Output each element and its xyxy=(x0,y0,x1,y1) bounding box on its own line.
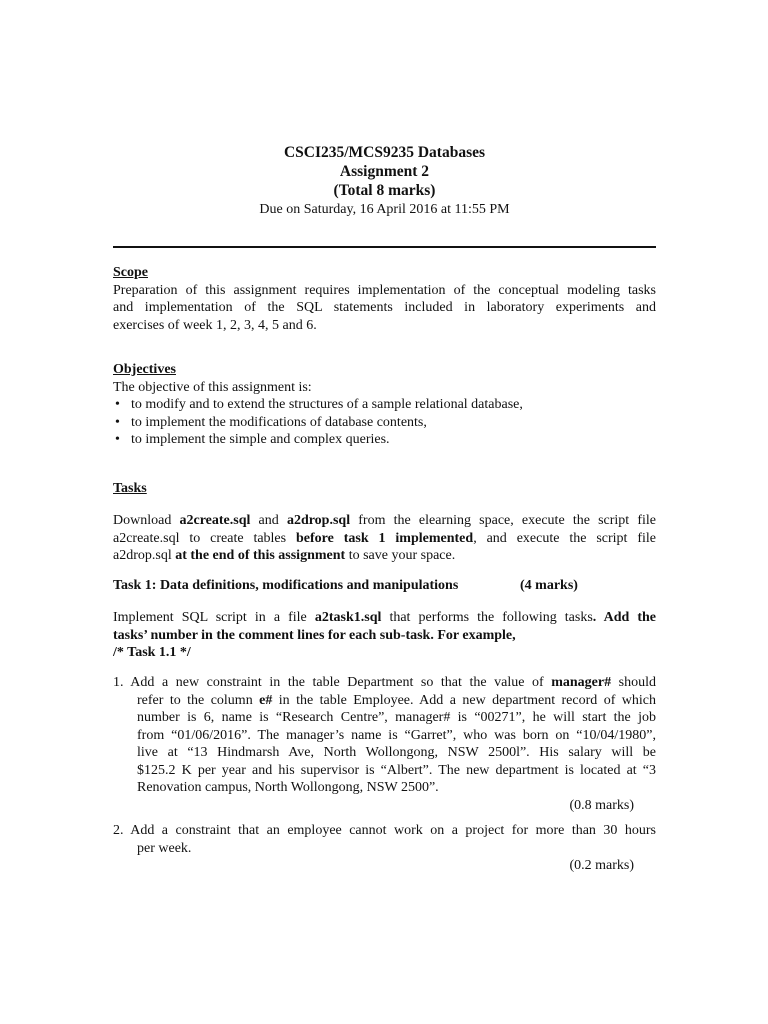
objective-item xyxy=(113,431,656,449)
task1-intro-line-1: Implement SQL script in a file a2task1.sql that performs the following tasks. Add the xyxy=(113,610,657,625)
objective-text: to implement the simple and complex queries. xyxy=(131,432,390,447)
bullet-icon: • xyxy=(115,414,120,430)
item2-line-2: per week. xyxy=(137,840,192,856)
objective-text: to modify and to extend the structures of a sample relational database, xyxy=(131,397,523,412)
task1-header xyxy=(113,577,656,595)
bullet-icon: • xyxy=(115,432,120,447)
item1-marks: (0.8 marks) xyxy=(569,797,634,813)
task1-intro xyxy=(113,609,656,662)
objective-item xyxy=(113,396,656,414)
task1-item-1 xyxy=(113,674,656,814)
item1-line-2: refer to the column e# in the table Employee. Add a new department record of which xyxy=(137,692,657,708)
a2create-filename: a2create.sql xyxy=(179,513,251,528)
item2-marks: (0.2 marks) xyxy=(569,858,634,873)
task1-example-comment: /* Task 1.1 */ xyxy=(113,645,191,660)
scope-heading: Scope xyxy=(113,265,148,280)
item1-line-5: live at “13 Hindmarsh Ave, North Wollongong, NSW 2500l”. His salary will be xyxy=(137,745,656,760)
bullet-icon: • xyxy=(115,397,120,412)
item1-line-6: $125.2 K per year and his supervisor is “Albert”. The new department is located at “3 xyxy=(137,762,656,778)
item2-line-1: 2. Add a constraint that an employee cannot work on a project for more than 30 hours xyxy=(113,823,656,838)
task1-item-2 xyxy=(113,822,656,875)
download-line-3: a2drop.sql at the end of this assignment to save your space. xyxy=(113,548,456,563)
scope-line-3: exercises of week 1, 2, 3, 4, 5 and 6. xyxy=(113,317,317,333)
objective-item xyxy=(113,414,656,432)
scope-section xyxy=(113,264,656,334)
scope-line-1: Preparation of this assignment requires implementation of the conceptual modeling tasks xyxy=(113,282,656,298)
total-marks: (Total 8 marks) xyxy=(333,182,436,199)
scope-line-2: and implementation of the SQL statements included in laboratory experiments and xyxy=(113,300,656,315)
item1-line-3: number is 6, name is “Research Centre”, manager# is “00271”, he will start the job xyxy=(137,710,656,725)
horizontal-rule xyxy=(113,246,656,248)
item1-line-4: from “01/06/2016”. The manager’s name is “Garret”, who was born on “10/04/1980”, xyxy=(137,727,656,743)
a2task1-filename: a2task1.sql xyxy=(314,610,382,625)
task1-marks: (4 marks) xyxy=(520,578,578,593)
task1-title: Task 1: Data definitions, modifications and manipulations xyxy=(113,578,459,593)
objectives-intro: The objective of this assignment is: xyxy=(113,379,312,395)
title-block xyxy=(113,143,656,219)
item1-line-7: Renovation campus, North Wollongong, NSW 2500”. xyxy=(137,780,439,795)
assignment-title: Assignment 2 xyxy=(339,163,430,180)
download-paragraph xyxy=(113,512,656,565)
task1-intro-line-2: tasks’ number in the comment lines for each sub-task. For example, xyxy=(113,627,516,643)
tasks-section xyxy=(113,480,656,498)
due-date: Due on Saturday, 16 April 2016 at 11:55 PM xyxy=(259,202,510,217)
tasks-heading: Tasks xyxy=(113,481,147,496)
objectives-section xyxy=(113,361,656,449)
download-line-1: Download a2create.sql and a2drop.sql from the elearning space, execute the script file xyxy=(113,513,657,528)
objectives-heading: Objectives xyxy=(113,362,176,377)
course-title: CSCI235/MCS9235 Databases xyxy=(283,144,486,161)
objectives-list xyxy=(113,396,656,449)
download-line-2: a2create.sql to create tables before task 1 implemented, and execute the script file xyxy=(113,530,656,546)
objective-text: to implement the modifications of database contents, xyxy=(131,414,427,430)
item1-line-1: 1. Add a new constraint in the table Department so that the value of manager# should xyxy=(113,675,657,690)
a2drop-filename: a2drop.sql xyxy=(286,513,351,528)
